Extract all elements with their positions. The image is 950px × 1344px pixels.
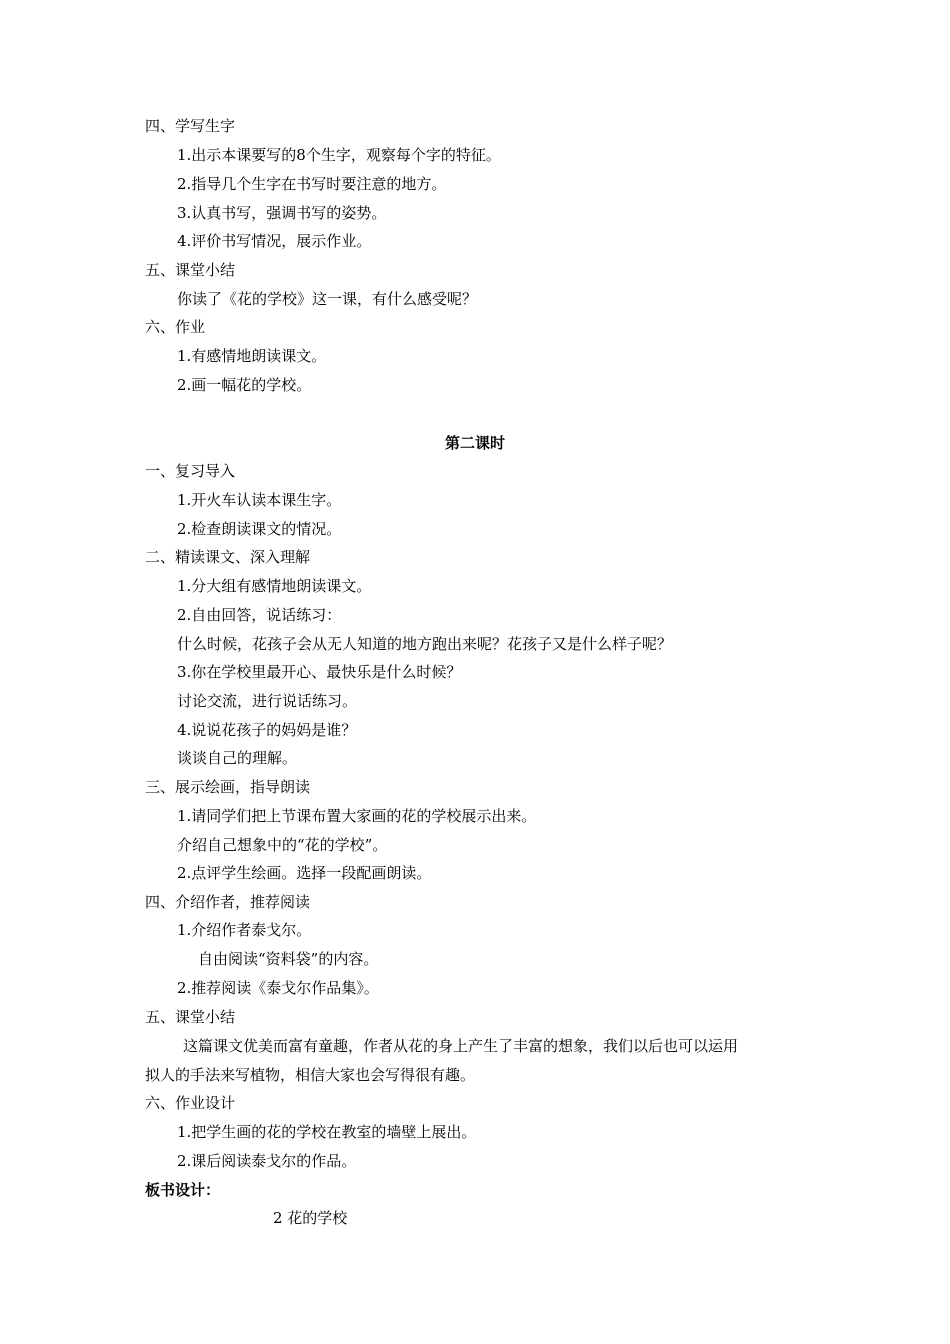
section-heading-drawing: 三、展示绘画，指导朗读 xyxy=(145,778,311,796)
list-item: 1.介绍作者泰戈尔。 xyxy=(177,921,312,939)
list-item: 讨论交流，进行说话练习。 xyxy=(177,692,358,710)
list-item: 2.自由回答，说话练习： xyxy=(177,606,342,624)
list-item: 3.你在学校里最开心、最快乐是什么时候？ xyxy=(177,663,462,681)
list-item: 2.画一幅花的学校。 xyxy=(177,376,312,394)
summary-paragraph-line: 拟人的手法来写植物，相信大家也会写得很有趣。 xyxy=(145,1066,476,1084)
list-item: 1.分大组有感情地朗读课文。 xyxy=(177,577,372,595)
section-heading-homework-design: 六、作业设计 xyxy=(145,1094,236,1112)
board-design-title: 2 花的学校 xyxy=(273,1209,348,1227)
section-heading-close-reading: 二、精读课文、深入理解 xyxy=(145,548,311,566)
list-item: 4.评价书写情况，展示作业。 xyxy=(177,232,372,250)
list-item: 1.出示本课要写的8个生字，观察每个字的特征。 xyxy=(177,146,501,164)
section-heading-write-characters: 四、学写生字 xyxy=(145,117,236,135)
board-design-label: 板书设计： xyxy=(145,1181,221,1199)
list-item: 介绍自己想象中的“花的学校”。 xyxy=(177,836,388,854)
lesson-title: 第二课时 xyxy=(444,434,505,452)
list-item: 2.课后阅读泰戈尔的作品。 xyxy=(177,1152,357,1170)
summary-text: 你读了《花的学校》这一课，有什么感受呢？ xyxy=(177,290,478,308)
list-item: 1.开火车认读本课生字。 xyxy=(177,491,342,509)
list-item: 2.指导几个生字在书写时要注意的地方。 xyxy=(177,175,447,193)
list-item: 2.检查朗读课文的情况。 xyxy=(177,520,342,538)
section-heading-summary-2: 五、课堂小结 xyxy=(145,1008,236,1026)
section-heading-homework: 六、作业 xyxy=(145,318,206,336)
section-heading-author: 四、介绍作者，推荐阅读 xyxy=(145,893,311,911)
list-item: 3.认真书写，强调书写的姿势。 xyxy=(177,204,387,222)
section-heading-summary: 五、课堂小结 xyxy=(145,261,236,279)
list-item: 4.说说花孩子的妈妈是谁？ xyxy=(177,721,357,739)
list-item: 谈谈自己的理解。 xyxy=(177,749,298,767)
list-item: 什么时候，花孩子会从无人知道的地方跑出来呢？花孩子又是什么样子呢？ xyxy=(177,635,673,653)
list-item: 1.有感情地朗读课文。 xyxy=(177,347,327,365)
list-item: 1.请同学们把上节课布置大家画的花的学校展示出来。 xyxy=(177,807,537,825)
list-item: 1.把学生画的花的学校在教室的墙壁上展出。 xyxy=(177,1123,477,1141)
summary-paragraph-line: 这篇课文优美而富有童趣，作者从花的身上产生了丰富的想象，我们以后也可以运用 xyxy=(183,1037,739,1055)
list-item: 2.推荐阅读《泰戈尔作品集》。 xyxy=(177,979,379,997)
list-item: 2.点评学生绘画。选择一段配画朗读。 xyxy=(177,864,432,882)
section-heading-review: 一、复习导入 xyxy=(145,462,236,480)
list-item: 自由阅读“资料袋”的内容。 xyxy=(198,950,379,968)
